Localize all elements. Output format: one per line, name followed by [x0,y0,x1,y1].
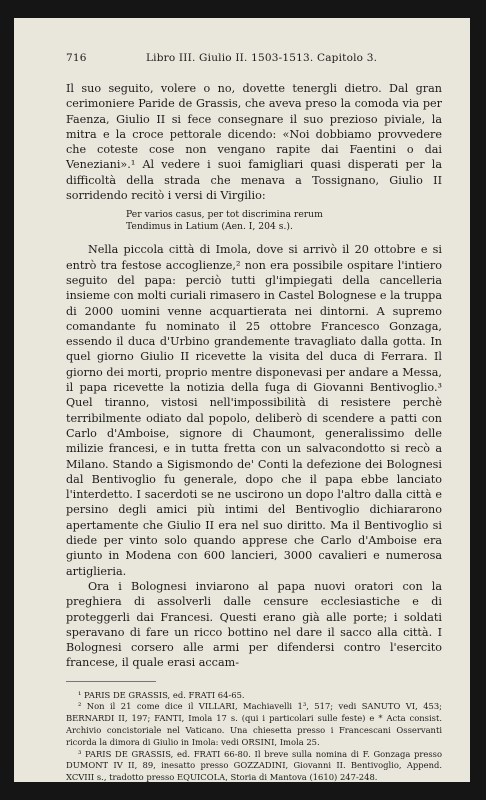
footnote-rule [66,681,156,682]
page-number: 716 [66,52,87,64]
verse-quote [126,209,442,233]
footnote-3: ³ PARIS DE GRASSIS, ed. FRATI 66-80. Il breve sulla nomina di F. Gonzaga presso DUMONT IV II, 89, inesatto presso GOZZADINI, Giovanni II. Bentivoglio, Append. XCVIII s., tradotto presso EQUICOLA, Storia di Mantova (1610) 247-248. [66,748,442,782]
main-text [66,81,442,671]
paragraph-2: Nella piccola città di Imola, dove si arrivò il 20 ottobre e si entrò tra festose accoglienze,² non era possibile ospitare l'intiero seguito del papa: perciò tutti gl'impiegati della cancelleria insieme con molti curiali rimasero in Castel Bolognese e la truppa di 2000 uomini venne acquartierata nei dintorni. A supremo comandante fu nominato il 25 ottobre Francesco Gonzaga, essendo il duca d'Urbino grandemente travagliato dalla gotta. In quel giorno Giulio II ricevette la visita del duca di Ferrara. Il giorno dei morti, proprio mentre disponevasi per andare a Messa, il papa ricevette la notizia della fuga di Giovanni Bentivoglio.³ Quel tiranno, vistosi nell'impossibilità di resistere perchè terribilmente odiato dal popolo, deliberò di scendere a patti con Carlo d'Amboise, signore di Chaumont, generalissimo delle milizie francesi, e in tutta fretta con un salvacondotto si recò a Milano. Stando a Sigismondo de' Conti la defezione dei Bolognesi dal Bentivoglio fu generale, dopo che il papa ebbe lanciato l'interdetto. I sacerdoti se ne uscirono un dopo l'altro dalla città e persino degli amici più intimi del Bentivoglio dichiararono apertamente che Giulio II era nel suo diritto. Ma il Bentivoglio si diede per vinto solo quando apprese che Carlo d'Amboise era giunto in Modena con 600 lancieri, 3000 cavalieri e numerosa artiglieria. [66,243,442,578]
footnote-2: ² Non il 21 come dice il VILLARI, Machiavelli 1³, 517; vedi SANUTO VI, 453; BERNARDI II, 197; FANTI, Imola 17 s. (qui i particolari sulle feste) e * Acta consist. Archivio concistoriale nel Vaticano. Una chiesetta presso i Francescani Osservanti ricorda la dimora di Giulio in Imola: vedi ORSINI, Imola 25. [66,701,442,747]
paragraph-3: Ora i Bolognesi inviarono al papa nuovi oratori con la preghiera di assolverli dalle censure ecclesiastiche e di proteggerli dai Francesi. Questi erano già alle porte; i soldati speravano di fare un ricco bottino nel dare il sacco alla città. I Bolognesi corsero alle armi per difendersi contro l'esercito francese, il quale erasi accam- [66,579,442,670]
footnotes [66,681,442,782]
running-title: Libro III. Giulio II. 1503-1513. Capitolo 3. [146,52,378,64]
running-header [66,52,442,64]
footnote-1: ¹ PARIS DE GRASSIS, ed. FRATI 64-65. [78,689,245,700]
paragraph-1: Il suo seguito, volere o no, dovette tenergli dietro. Dal gran cerimoniere Paride de Grassis, che aveva preso la comoda via per Faenza, Giulio II si fece consegnare il suo prezioso piviale, la mitra e la croce pettorale dicendo: «Noi dobbiamo provvedere che coteste cose non vengano rapite dai Faentini o dai Veneziani».¹ Al vedere i suoi famigliari quasi disperati per la difficoltà della strada che menava a Tossignano, Giulio II sorridendo recitò i versi di Virgilio: [66,82,442,203]
quote-line-1: Per varios casus, per tot discrimina rerum [126,209,323,221]
book-page [14,18,470,782]
quote-line-2: Tendimus in Latium (Aen. I, 204 s.). [126,221,293,233]
